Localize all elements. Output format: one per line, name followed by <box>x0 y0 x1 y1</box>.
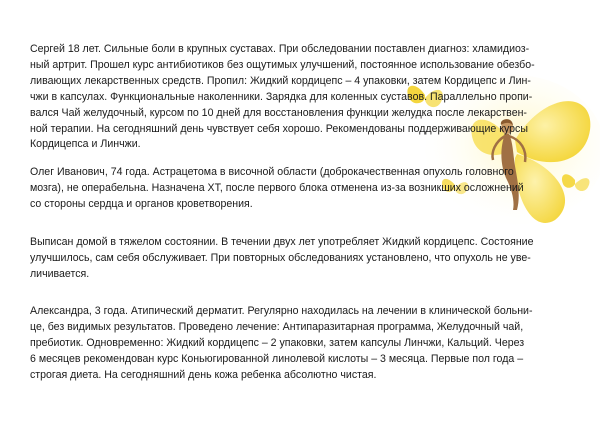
text-line: со стороны сердца и органов кроветворения. <box>30 197 253 210</box>
text-line: мозга), не операбельна. Назначена ХТ, после первого блока отменена из-за возникших осложнений <box>30 181 524 194</box>
text-line: личивается. <box>30 267 90 280</box>
text-line: улучшилось, сам себя обслуживает. При повторных обследованиях установлено, что опухоль не уве- <box>30 251 531 264</box>
text-line: ливающих лекарственных средств. Пропил: Жидкий кордицепс – 4 упаковки, затем Кордицепс и Лин- <box>30 74 531 87</box>
text-line: вался Чай желудочный, курсом по 10 дней для восстановления функции желудка после лекарствен- <box>30 106 527 119</box>
case-paragraph <box>30 165 578 213</box>
text-line: 6 месяцев рекомендован курс Коньюгированной линолевой кислоты – 3 месяца. Первые пол года – <box>30 352 524 365</box>
text-line: ной терапии. На сегодняшний день чувствует себя хорошо. Рекомендованы поддерживающие курсы <box>30 122 528 135</box>
case-paragraph <box>30 304 578 384</box>
text-line: строгая диета. На сегодняшний день кожа ребенка абсолютно чистая. <box>30 368 377 381</box>
text-line: Кордицепса и Линчжи. <box>30 138 141 151</box>
text-line: чжи в капсулах. Функциональные наколенники. Зарядка для коленных суставов. Параллельно пропи- <box>30 90 533 103</box>
text-line: Александра, 3 года. Атипический дерматит. Регулярно находилась на лечении в клинической больни- <box>30 305 533 317</box>
text-line: Олег Иванович, 74 года. Астрацетома в височной области (доброкачественная опухоль головного <box>30 166 514 178</box>
text-line: ный артрит. Прошел курс антибиотиков без ощутимых улучшений, постоянное использование обезбо- <box>30 58 535 71</box>
case-paragraph <box>30 235 578 283</box>
text-line: Сергей 18 лет. Сильные боли в крупных суставах. При обследовании поставлен диагноз: хламидиоз- <box>30 43 530 55</box>
case-paragraph <box>30 42 578 153</box>
text-line: Выписан домой в тяжелом состоянии. В течении двух лет употребляет Жидкий кордицепс. Состояние <box>30 236 534 248</box>
text-line: пребиотик. Одновременно: Жидкий кордицепс – 2 упаковки, затем капсулы Линчжи, Кальций. Через <box>30 336 525 349</box>
text-line: це, без видимых результатов. Проведено лечение: Антипаразитарная программа, Желудочный чай, <box>30 320 524 333</box>
